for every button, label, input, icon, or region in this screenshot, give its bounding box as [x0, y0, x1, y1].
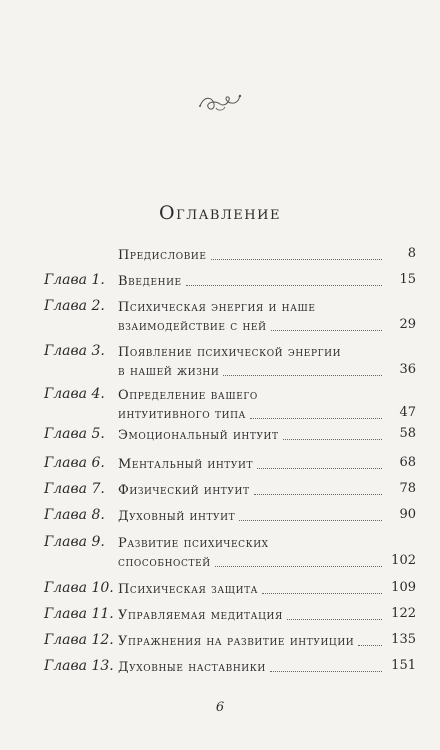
entry-title [118, 246, 386, 265]
page-number: 6 [215, 700, 225, 715]
entry-title [118, 343, 386, 381]
dot-leader [358, 645, 382, 646]
entry-title-line: Развитие психических [118, 536, 269, 551]
entry-title-line: Появление психической энергии [118, 345, 342, 360]
chapter-label: Глава 3. [44, 343, 105, 359]
entry-title-line: Управляемая медитация [118, 608, 283, 623]
chapter-label: Глава 12. [44, 632, 114, 648]
chapter-label: Глава 11. [44, 606, 114, 622]
entry-title-line: Физический интуит [118, 483, 250, 498]
entry-title-line: Психическая защита [118, 582, 259, 597]
chapter-label: Глава 2. [44, 298, 105, 314]
chapter-label: Глава 4. [44, 386, 105, 402]
page-number-ref: 36 [399, 362, 416, 377]
entry-title-line: в нашей жизни [118, 364, 220, 379]
dot-leader [215, 566, 382, 567]
entry-title [118, 658, 386, 677]
chapter-label: Глава 13. [44, 658, 114, 674]
entry-title-line: Ментальный интуит [118, 457, 254, 472]
dot-leader [254, 494, 382, 495]
chapter-label: Глава 9. [44, 534, 105, 550]
entry-title [118, 632, 386, 651]
entry-title-line: Эмоциональный интуит [118, 428, 279, 443]
entry-title [118, 580, 386, 599]
entry-title [118, 386, 386, 424]
flourish-ornament-icon [196, 92, 244, 114]
page-number-ref: 47 [399, 405, 416, 420]
page-number-ref: 102 [391, 553, 416, 568]
entry-title [118, 534, 386, 572]
entry-title-line: Психическая энергия и наше [118, 300, 316, 315]
entry-title-line: интуитивного типа [118, 407, 246, 422]
entry-title-line: Духовный интуит [118, 509, 236, 524]
dot-leader [271, 330, 382, 331]
entry-title [118, 507, 386, 526]
dot-leader [250, 418, 382, 419]
entry-title [118, 298, 386, 336]
chapter-label: Глава 1. [44, 272, 105, 288]
dot-leader [239, 520, 382, 521]
page-number-ref: 151 [391, 658, 416, 673]
dot-leader [287, 619, 382, 620]
page-number-ref: 68 [399, 455, 416, 470]
entry-title-line: Предисловие [118, 248, 207, 263]
page-title: Оглавление [159, 202, 281, 224]
entry-title [118, 455, 386, 474]
entry-title-line: Упражнения на развитие интуиции [118, 634, 355, 649]
dot-leader [257, 468, 382, 469]
entry-title [118, 606, 386, 625]
chapter-label: Глава 10. [44, 580, 114, 596]
page-number-ref: 109 [391, 580, 416, 595]
page-number-ref: 58 [399, 426, 416, 441]
chapter-label: Глава 7. [44, 481, 105, 497]
page-number-ref: 78 [399, 481, 416, 496]
dot-leader [283, 439, 382, 440]
entry-title [118, 272, 386, 291]
dot-leader [262, 593, 382, 594]
entry-title-line: способностей [118, 555, 211, 570]
chapter-label: Глава 8. [44, 507, 105, 523]
page-number-ref: 8 [407, 246, 416, 261]
page-number-ref: 90 [399, 507, 416, 522]
entry-title [118, 426, 386, 445]
entry-title-line: Определение вашего [118, 388, 258, 403]
page-number-ref: 122 [391, 606, 416, 621]
entry-title-line: взаимодействие с ней [118, 319, 267, 334]
page-number-ref: 135 [391, 632, 416, 647]
entry-title-line: Духовные наставники [118, 660, 266, 675]
dot-leader [186, 285, 382, 286]
entry-title-line: Введение [118, 274, 182, 289]
chapter-label: Глава 6. [44, 455, 105, 471]
dot-leader [223, 375, 382, 376]
dot-leader [270, 671, 382, 672]
dot-leader [211, 259, 382, 260]
page-number-ref: 29 [399, 317, 416, 332]
page-number-ref: 15 [399, 272, 416, 287]
entry-title [118, 481, 386, 500]
chapter-label: Глава 5. [44, 426, 105, 442]
